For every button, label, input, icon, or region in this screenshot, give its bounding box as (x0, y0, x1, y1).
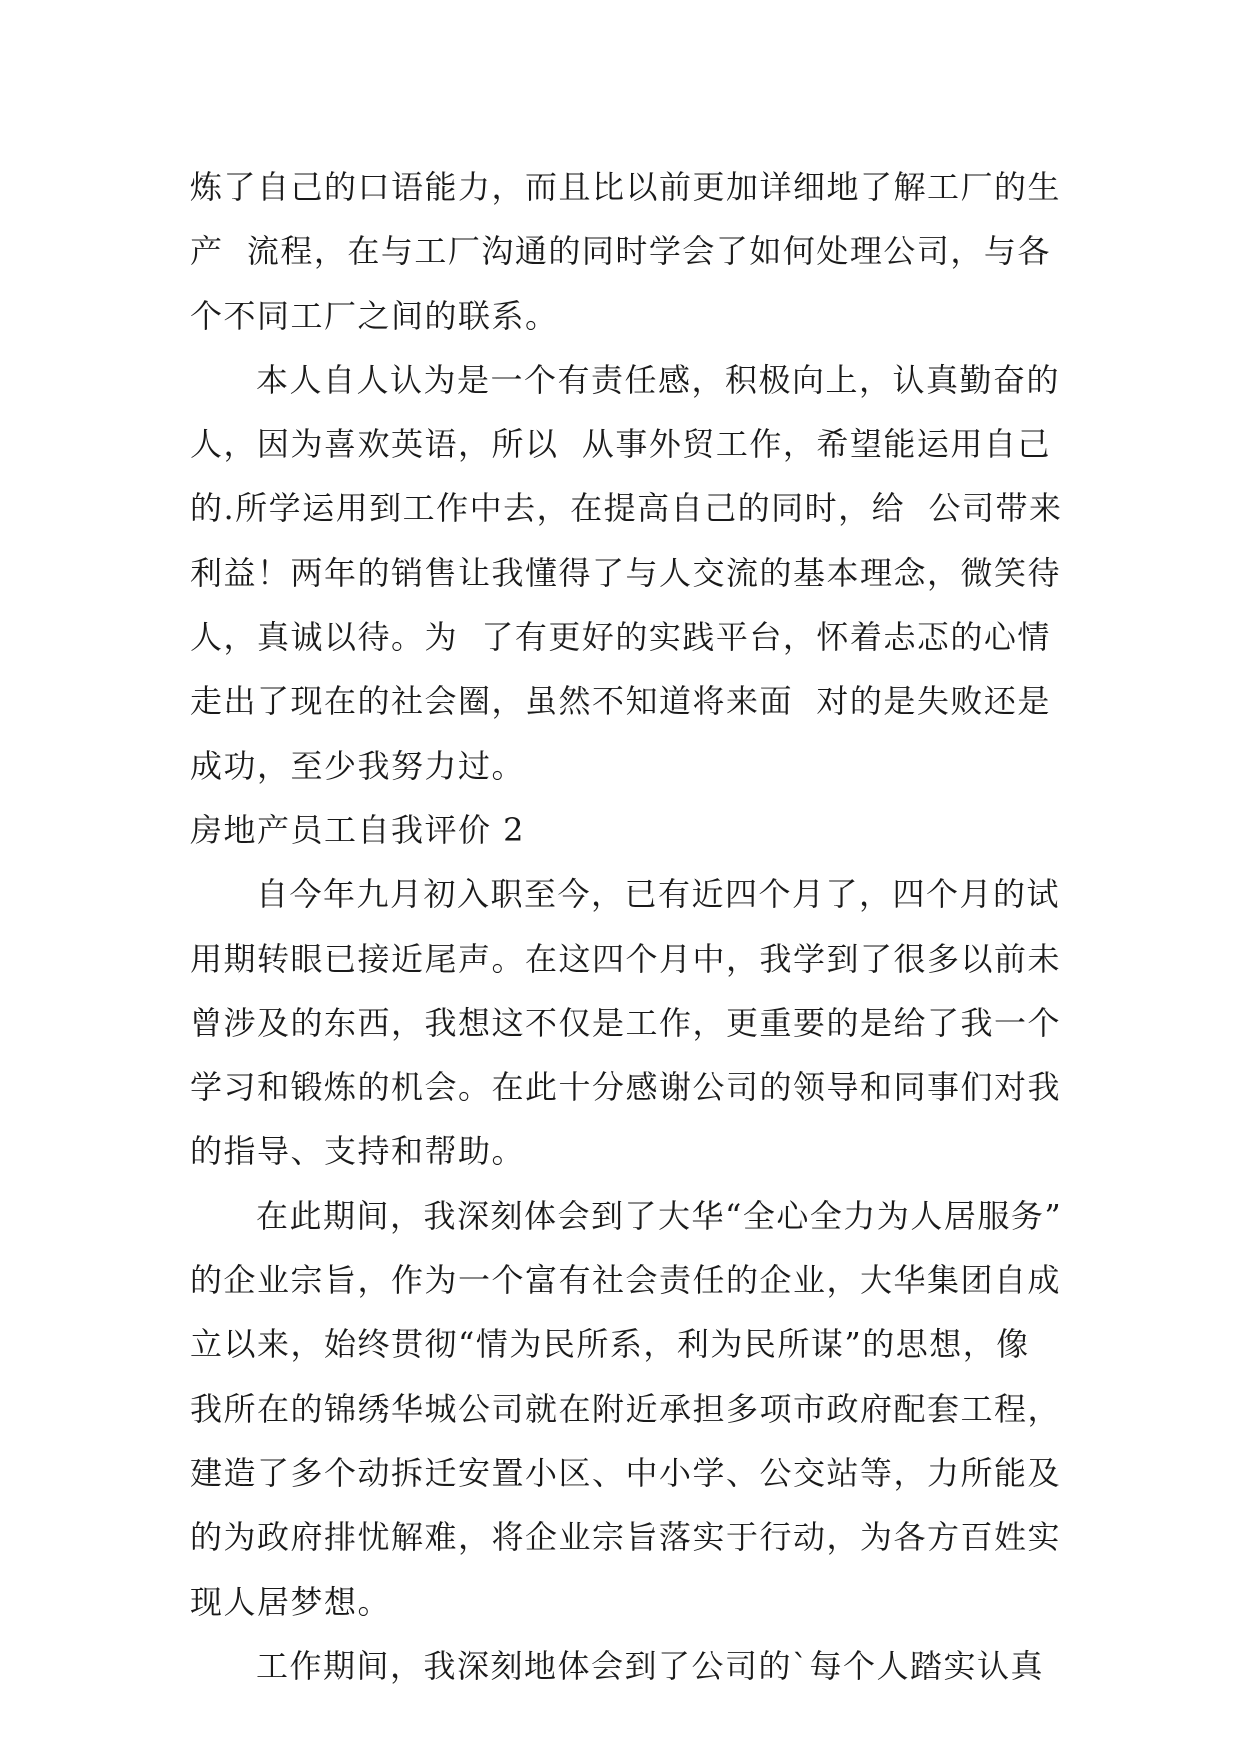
text-line: 的指导、支持和帮助。 (190, 1132, 526, 1171)
section-heading: 房地产员工自我评价 2 (190, 810, 526, 849)
text-line: 利益！两年的销售让我懂得了与人交流的基本理念，微笑待 (190, 553, 1062, 592)
text-line: 走出了现在的社会圈，虽然不知道将来面 对的是失败还是 (190, 682, 1051, 721)
paragraph-first-line: 自今年九月初入职至今，已有近四个月了，四个月的试 (256, 875, 1061, 914)
paragraph-first-line: 工作期间，我深刻地体会到了公司的`每个人踏实认真 (256, 1646, 1045, 1685)
text-line: 建造了多个动拆迁安置小区、中小学、公交站等，力所能及 (190, 1453, 1062, 1492)
text-line: 产 流程，在与工厂沟通的同时学会了如何处理公司，与各 (190, 232, 1051, 271)
text-line: 曾涉及的东西，我想这不仅是工作，更重要的是给了我一个 (190, 1003, 1062, 1042)
text-line: 的.所学运用到工作中去，在提高自己的同时，给 公司带来 (190, 489, 1063, 528)
paragraph-first-line: 在此期间，我深刻体会到了大华“全心全力为人居服务” (256, 1196, 1063, 1235)
text-line: 的为政府排忧解难，将企业宗旨落实于行动，为各方百姓实 (190, 1518, 1062, 1557)
paragraph-first-line: 本人自人认为是一个有责任感，积极向上，认真勤奋的 (256, 360, 1061, 399)
text-line: 学习和锻炼的机会。在此十分感谢公司的领导和同事们对我 (190, 1068, 1062, 1107)
text-line: 成功，至少我努力过。 (190, 746, 526, 785)
text-line: 人，因为喜欢英语，所以 从事外贸工作，希望能运用自己 (190, 425, 1051, 464)
text-line: 个不同工厂之间的联系。 (190, 296, 559, 335)
text-line: 立以来，始终贯彻“情为民所系，利为民所谋”的思想，像 (190, 1325, 1030, 1364)
text-line: 的企业宗旨，作为一个富有社会责任的企业，大华集团自成 (190, 1261, 1062, 1300)
text-line: 炼了自己的口语能力，而且比以前更加详细地了解工厂的生 (190, 168, 1062, 206)
document-body (190, 155, 1063, 1698)
text-line: 我所在的锦绣华城公司就在附近承担多项市政府配套工程， (190, 1389, 1062, 1428)
text-line: 用期转眼已接近尾声。在这四个月中，我学到了很多以前未 (190, 939, 1062, 978)
text-line: 现人居梦想。 (190, 1582, 392, 1621)
text-line: 人，真诚以待。为 了有更好的实践平台，怀着忐忑的心情 (190, 618, 1051, 657)
